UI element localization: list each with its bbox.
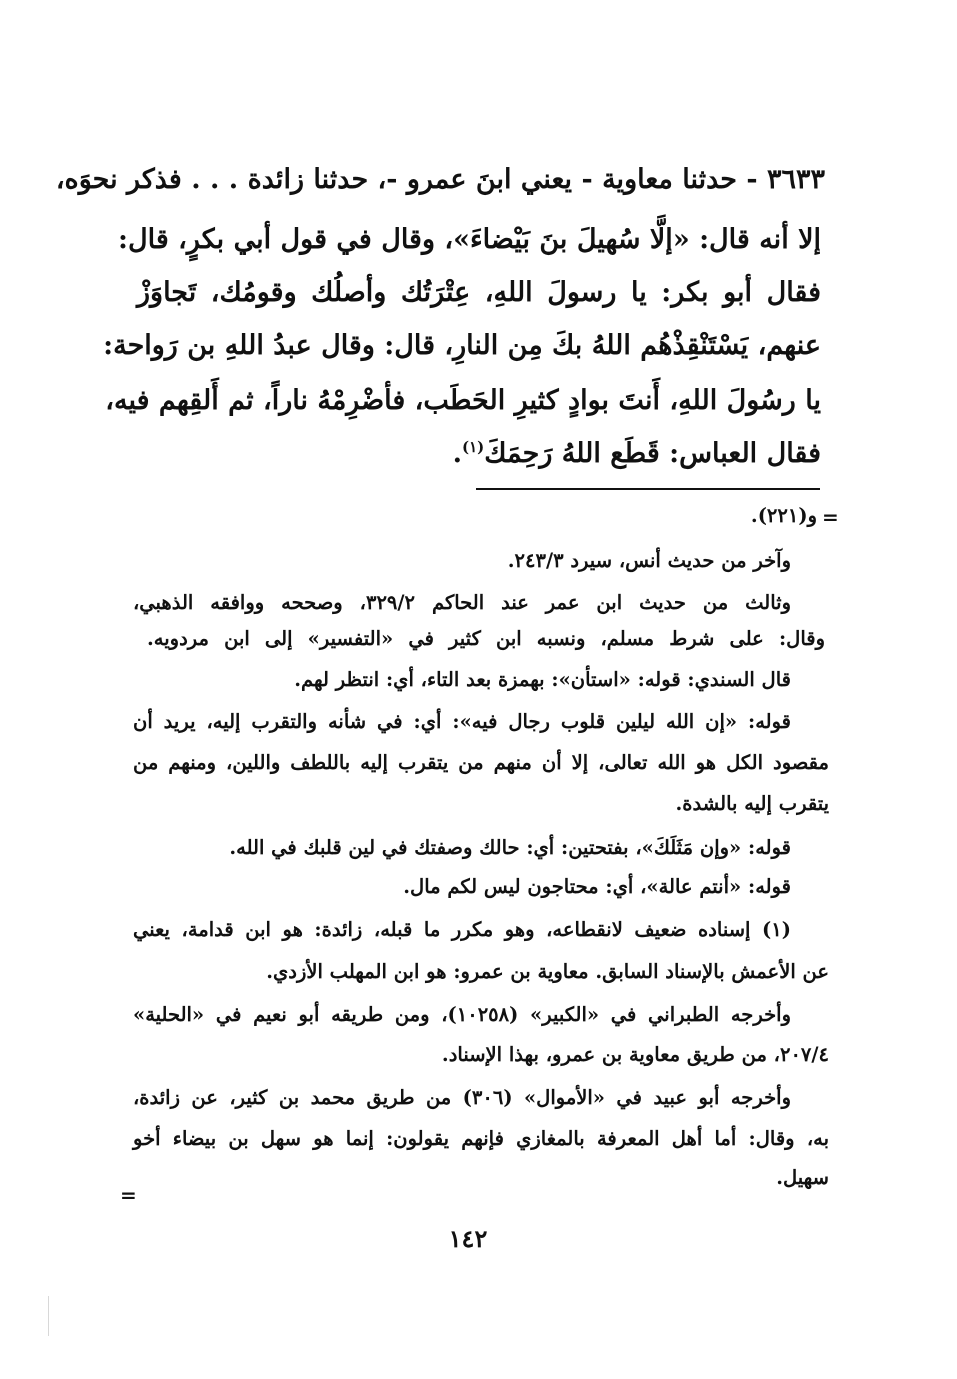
main-text-line-6 <box>137 434 821 474</box>
footnote-line-11: (١) إسناده ضعيف لانقطاعه، وهو مكرر ما قبله، زائدة: هو ابن قدامة، يعني <box>133 918 791 941</box>
main-text-line-4: عنهم، يَسْتَنْقِذْهُم اللهُ بكَ مِن النارِ، قال: وقال عبدُ اللهِ بن رَواحة: <box>103 330 821 361</box>
footnote-line-1: و(٢٢١). <box>750 504 817 527</box>
main-text-line-6-body: فقال العباس: قَطَع اللهُ رَحِمَكَ <box>484 438 821 469</box>
page-number: ١٤٢ <box>448 1224 488 1253</box>
footnote-line-16: به، وقال: أما أهل المعرفة بالمغازي فإنهم يقولون: إنما هو سهل بن بيضاء أخو <box>133 1127 829 1150</box>
footnote-line-5: قال السندي: قوله: «استأن»: بهمزة بعد التاء، أي: انتظر لهم. <box>294 668 791 691</box>
footnote-line-7: مقصود الكل هو الله تعالى، إلا أن منهم من يتقرب إليه باللطف واللين، ومنهم من <box>133 751 829 774</box>
footnote-line-8: يتقرب إليه بالشدة. <box>675 792 829 815</box>
footnote-line-14: ٢٠٧/٤، من طريق معاوية بن عمرو، بهذا الإسناد. <box>441 1043 829 1066</box>
footnote-line-2: وآخر من حديث أنس، سيرد ٢٤٣/٣. <box>507 549 791 572</box>
footnote-line-3: وثالث من حديث ابن عمر عند الحاكم ٣٢٩/٢، وصححه ووافقه الذهبي، <box>133 591 792 614</box>
footnote-line-13: وأخرجه الطبراني في «الكبير» (١٠٢٥٨)، ومن طريقه أبو نعيم في «الحلية» <box>133 1003 791 1026</box>
footnote-separator <box>476 488 820 490</box>
footnote-reference: (١) <box>461 438 485 456</box>
main-text-line-5: يا رسُولَ اللهِ، أَنتَ بوادٍ كثيرِ الحَطَب، فأضْرِمْهُ ناراً، ثم أَلقِهم فيه، <box>105 385 821 416</box>
footnote-line-10: قوله: «أنتم عالة»، أي: محتاجون ليس لكم مال. <box>403 875 791 898</box>
continuation-mark: = <box>822 505 839 529</box>
footnote-line-15: وأخرجه أبو عبيد في «الأموال» (٣٠٦) من طريق محمد بن كثير، عن زائدة، <box>133 1086 791 1109</box>
footnote-line-17: سهيل. <box>776 1166 829 1189</box>
scan-mark <box>48 1296 49 1336</box>
footnote-line-12: عن الأعمش بالإسناد السابق. معاوية بن عمرو: هو ابن المهلب الأزدي. <box>266 960 829 983</box>
main-text-line-2: إلا أنه قال: «إلَّا سُهيلَ بنَ بَيْضاءَ»، وقال في قول أبي بكرٍ، قال: <box>118 224 821 255</box>
main-text-line-1: ٣٦٣٣ - حدثنا معاوية - يعني ابنَ عمرو -، حدثنا زائدة . . . فذكر نحوَه، <box>55 164 825 195</box>
footnote-line-4: وقال: على شرط مسلم، ونسبه ابن كثير في «التفسير» إلى ابن مردويه. <box>147 627 825 650</box>
continuation-end-mark: = <box>120 1183 137 1207</box>
footnote-line-6: قوله: «إن الله ليلين قلوب رجال فيه»: أي: في شأنه والتقرب إليه، يريد أن <box>133 710 791 733</box>
main-text-line-3: فقال أبو بكر: يا رسولَ اللهِ، عِتْرَتُك وأصلُك وقومُك، تَجاوَزْ <box>137 277 821 308</box>
main-text-line-6-end: . <box>452 438 462 469</box>
footnote-line-9: قوله: «وإن مَثَلَكَ»، بفتحتين: أي: حالك وصفتك في لين قلبك في الله. <box>229 836 791 859</box>
